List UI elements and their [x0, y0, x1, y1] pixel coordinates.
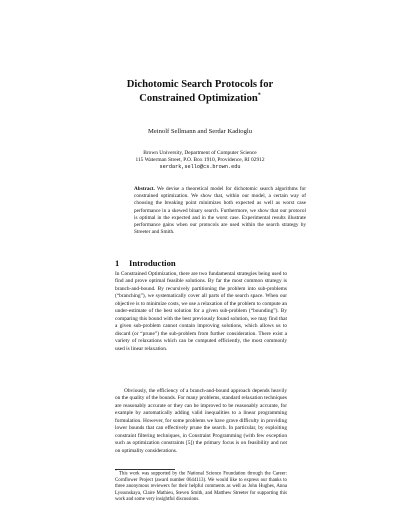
affiliation-line-1: Brown University, Department of Computer Science	[143, 150, 257, 156]
section-number: 1	[115, 258, 120, 268]
abstract-label: Abstract.	[134, 186, 155, 192]
author-email: serdark,sello@cs.brown.edu	[159, 164, 241, 170]
title-footnote-marker: *	[257, 92, 261, 99]
footnote	[115, 468, 287, 504]
footnote-marker: *	[115, 468, 117, 473]
abstract-block	[134, 186, 306, 236]
affiliation-line-2: 115 Waterman Street, P.O. Box 1910, Providence, RI 02912	[135, 157, 265, 163]
paper-title-line-2: Constrained Optimization*	[139, 92, 261, 104]
section-heading	[115, 258, 315, 268]
footnote-divider	[115, 469, 175, 470]
intro-paragraph-2: Obviously, the efficiency of a branch-and-bound approach depends heavily on the quality of the bounds. For many problems, standard relaxation techniques are reasonably accurate or they can be improved to be reasonably accurate, for example by automatically adding valid inequalities to a linear programming formulation. However, for some problems we have grave difficulty in providing lower bounds that can effectively prune the search. In particular, by exploiting constraint filtering techniques, in Constraint Programming (with few exception such as optimization constraints [5]) the primary focus is on feasibility and not on optimality considerations.	[115, 388, 288, 454]
author-list: Meinolf Sellmann and Serdar Kadioglu	[147, 128, 252, 135]
section-title: Introduction	[129, 258, 176, 268]
abstract-text: We devise a theoretical model for dichotomic search algorithms for constrained optimization. We show that, within our model, a certain way of choosing the breaking point minimizes both expected as well as worst case performance in a skewed binary search. Furthermore, we show that our protocol is optimal in the expected and in the worst case. Experimental results illustrate performance gains when our protocols are used within the search strategy by Streeter and Smith.	[134, 186, 307, 236]
footnote-text: This work was supported by the National Science Foundation through the Career: Cornflower Project (award number 0644113). We would like to express our thanks to three anonymous reviewers for their helpful comments as well as John Hughes, Anna Lyssunskaya, Claire Mathieu, Steven Smith, and Matthew Streeter for supporting this work and some very insightful discussions.	[115, 471, 287, 503]
intro-paragraph-1: In Constrained Optimization, there are two fundamental strategies being used to find and prove optimal feasible solutions. By far the most common strategy is branch-and-bound. By recursively partitioning the problem into sub-problems (“branching”), we systematically cover all parts of the search space. When our objective is to minimize costs, we use a relaxation of the problem to compute an under-estimate of the best solution for a given sub-problem (“bounding”). By comparing this bound with the best previously found solution, we may find that a given sub-problem cannot contain improving solutions, which allows us to discard (or “prune”) the sub-problem from further consideration. There exist a variety of relaxations which can be computed efficiently, the most commonly used is linear relaxation.	[115, 271, 287, 352]
paper-title-line-1: Dichotomic Search Protocols for	[126, 79, 274, 90]
